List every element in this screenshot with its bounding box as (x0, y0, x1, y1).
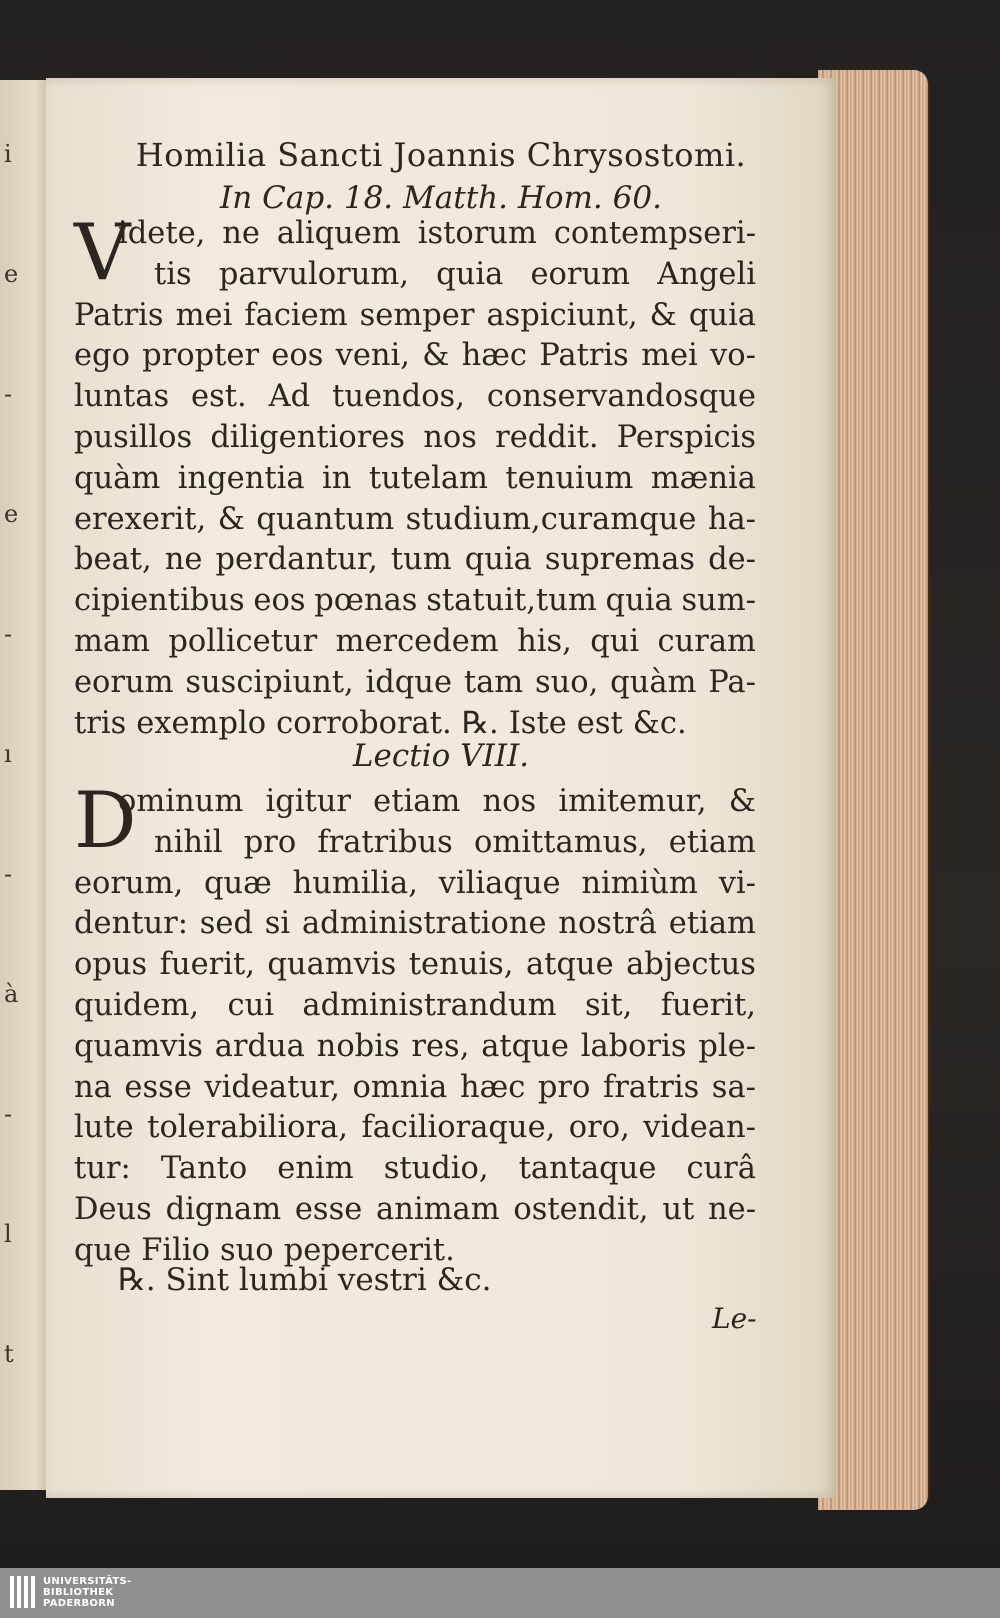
text-line: erexerit, & quantum studium,curamque ha- (74, 501, 756, 537)
text-line: idete, ne aliquem istorum contempseri- (118, 216, 756, 251)
facing-page-edge (0, 80, 52, 1490)
facing-page-glyph: t (4, 1340, 14, 1368)
text-line: opus fuerit, quamvis tenuis, atque abjectus (74, 947, 756, 983)
text-line: lute tolerabiliora, facilioraque, oro, videan- (74, 1110, 756, 1146)
lectio-heading: Lectio VIII. (352, 738, 530, 774)
facing-page-glyph: - (4, 1100, 13, 1128)
facing-page-glyph: e (4, 500, 19, 528)
facing-page-glyph: - (4, 620, 13, 648)
text-line: que Filio suo pepercerit. (74, 1232, 455, 1268)
facing-page-glyph: - (4, 860, 13, 888)
drop-capital-d: D (74, 776, 137, 866)
text-line: beat, ne perdantur, tum quia supremas de- (74, 542, 756, 578)
text-line: cipientibus eos pœnas statuit,tum quia sum- (74, 583, 756, 619)
facing-page-glyph: e (4, 260, 19, 288)
text-line: dentur: sed si administratione nostrâ etiam (74, 906, 756, 942)
drop-capital-v: V (74, 208, 131, 298)
logo-bars-icon (10, 1576, 35, 1608)
lectio-paragraph (74, 776, 756, 1274)
text-line: Deus dignam esse animam ostendit, ut ne- (74, 1191, 756, 1227)
text-line: eorum, quæ humilia, viliaque nimiùm vi- (74, 865, 756, 901)
text-line: luntas est. Ad tuendos, conservandosque (74, 379, 756, 415)
page-header: Homilia Sancti Joannis Chrysostomi. (135, 136, 747, 174)
text-line: ego propter eos veni, & hæc Patris mei vo- (74, 338, 756, 374)
logo-text-line: PADERBORN (43, 1597, 115, 1609)
logo-text (43, 1576, 132, 1609)
text-line: pusillos diligentiores nos reddit. Perspicis (74, 419, 756, 455)
facing-page-glyph: à (4, 980, 19, 1008)
text-line: na esse videatur, omnia hæc pro fratris sa- (74, 1069, 756, 1105)
footer-bar (0, 1568, 1000, 1618)
text-line: Patris mei faciem semper aspiciunt, & quia (74, 297, 756, 333)
logo-text-line: BIBLIOTHEK (43, 1586, 114, 1598)
facing-page-glyph: - (4, 380, 13, 408)
text-line: tis parvulorum, quia eorum Angeli (154, 256, 756, 292)
facing-page-glyph: l (4, 1220, 12, 1248)
text-line: quàm ingentia in tutelam tenuium mænia (74, 460, 756, 496)
page-subheader: In Cap. 18. Matth. Hom. 60. (220, 180, 662, 216)
facing-page-glyph: ı (4, 740, 12, 768)
facing-page-glyph: i (4, 140, 12, 168)
logo-text-line: UNIVERSITÄTS- (43, 1575, 132, 1587)
text-line: mam pollicetur mercedem his, qui curam (74, 623, 756, 659)
text-line: nihil pro fratribus omittamus, etiam (154, 824, 756, 860)
text-line: quamvis ardua nobis res, atque laboris ple- (74, 1028, 756, 1064)
text-line: tur: Tanto enim studio, tantaque curâ (74, 1151, 756, 1187)
library-logo (10, 1572, 132, 1612)
text-line: eorum suscipiunt, idque tam suo, quàm Pa- (74, 664, 756, 700)
text-line: tris exemplo corroborat. ℞. Iste est &c. (74, 705, 687, 741)
catchword: Le- (712, 1302, 757, 1335)
homily-paragraph (74, 208, 756, 746)
text-line: ominum igitur etiam nos imitemur, & (118, 784, 756, 819)
text-line: quidem, cui administrandum sit, fuerit, (74, 987, 756, 1023)
responsory-line: ℞. Sint lumbi vestri &c. (118, 1262, 492, 1298)
